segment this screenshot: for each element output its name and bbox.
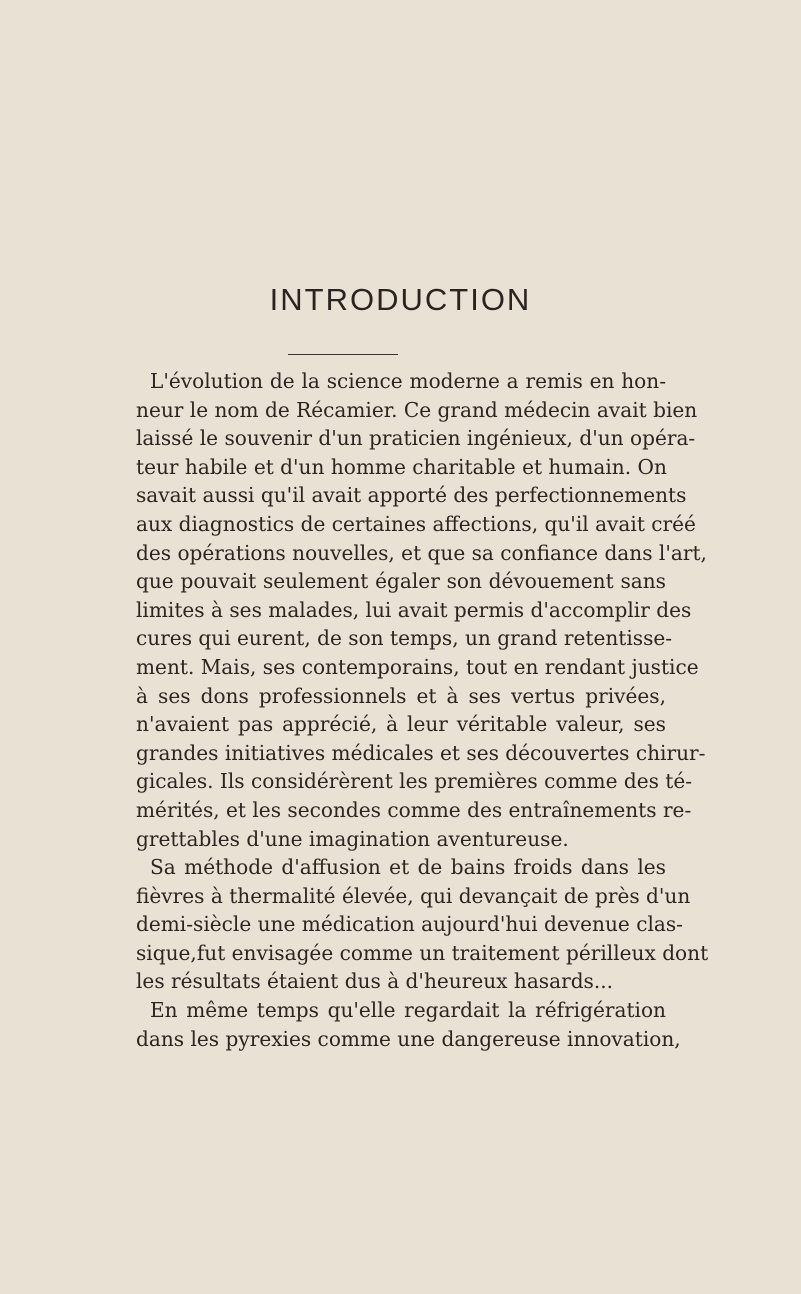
text-line: laissé le souvenir d'un praticien ingénieux, d'un opéra- (136, 426, 696, 451)
text-line: cures qui eurent, de son temps, un grand retentisse- (136, 626, 673, 651)
text-line: gicales. Ils considérèrent les premières comme des té- (136, 769, 693, 794)
text-line: les résultats étaient dus à d'heureux hasards... (136, 969, 614, 994)
text-line: grettables d'une imagination aventureuse. (136, 826, 569, 851)
text-line: à ses dons professionnels et à ses vertus privées, (136, 683, 666, 708)
page-title: INTRODUCTION (269, 282, 532, 317)
text-line: demi-siècle une médication aujourd'hui devenue clas- (136, 912, 683, 937)
text-line: mérités, et les secondes comme des entraînements re- (136, 797, 692, 822)
text-line: ment. Mais, ses contemporains, tout en rendant justice (136, 654, 699, 679)
text-line: aux diagnostics de certaines affections, qu'il avait créé (136, 511, 696, 536)
body-text (136, 367, 709, 1053)
text-line: que pouvait seulement égaler son dévouement sans (136, 569, 666, 594)
text-line: Sa méthode d'affusion et de bains froids dans les (150, 855, 666, 880)
text-line: des opérations nouvelles, et que sa confiance dans l'art, (136, 540, 707, 565)
text-line: dans les pyrexies comme une dangereuse innovation, (136, 1026, 681, 1051)
text-line: teur habile et d'un homme charitable et humain. On (136, 454, 667, 479)
text-line: neur le nom de Récamier. Ce grand médecin avait bien (136, 397, 698, 422)
text-line: sique,fut envisagée comme un traitement périlleux dont (136, 940, 709, 965)
text-line: n'avaient pas apprécié, à leur véritable valeur, ses (136, 712, 666, 737)
text-line: En même temps qu'elle regardait la réfrigération (150, 998, 666, 1023)
text-line: grandes initiatives médicales et ses découvertes chirur- (136, 740, 706, 765)
text-line: limites à ses malades, lui avait permis d'accomplir des (136, 597, 692, 622)
text-line: savait aussi qu'il avait apporté des perfectionnements (136, 483, 687, 508)
text-line: fièvres à thermalité élevée, qui devançait de près d'un (136, 883, 691, 908)
title-rule (288, 354, 398, 355)
text-line: L'évolution de la science moderne a remis en hon- (150, 369, 666, 393)
